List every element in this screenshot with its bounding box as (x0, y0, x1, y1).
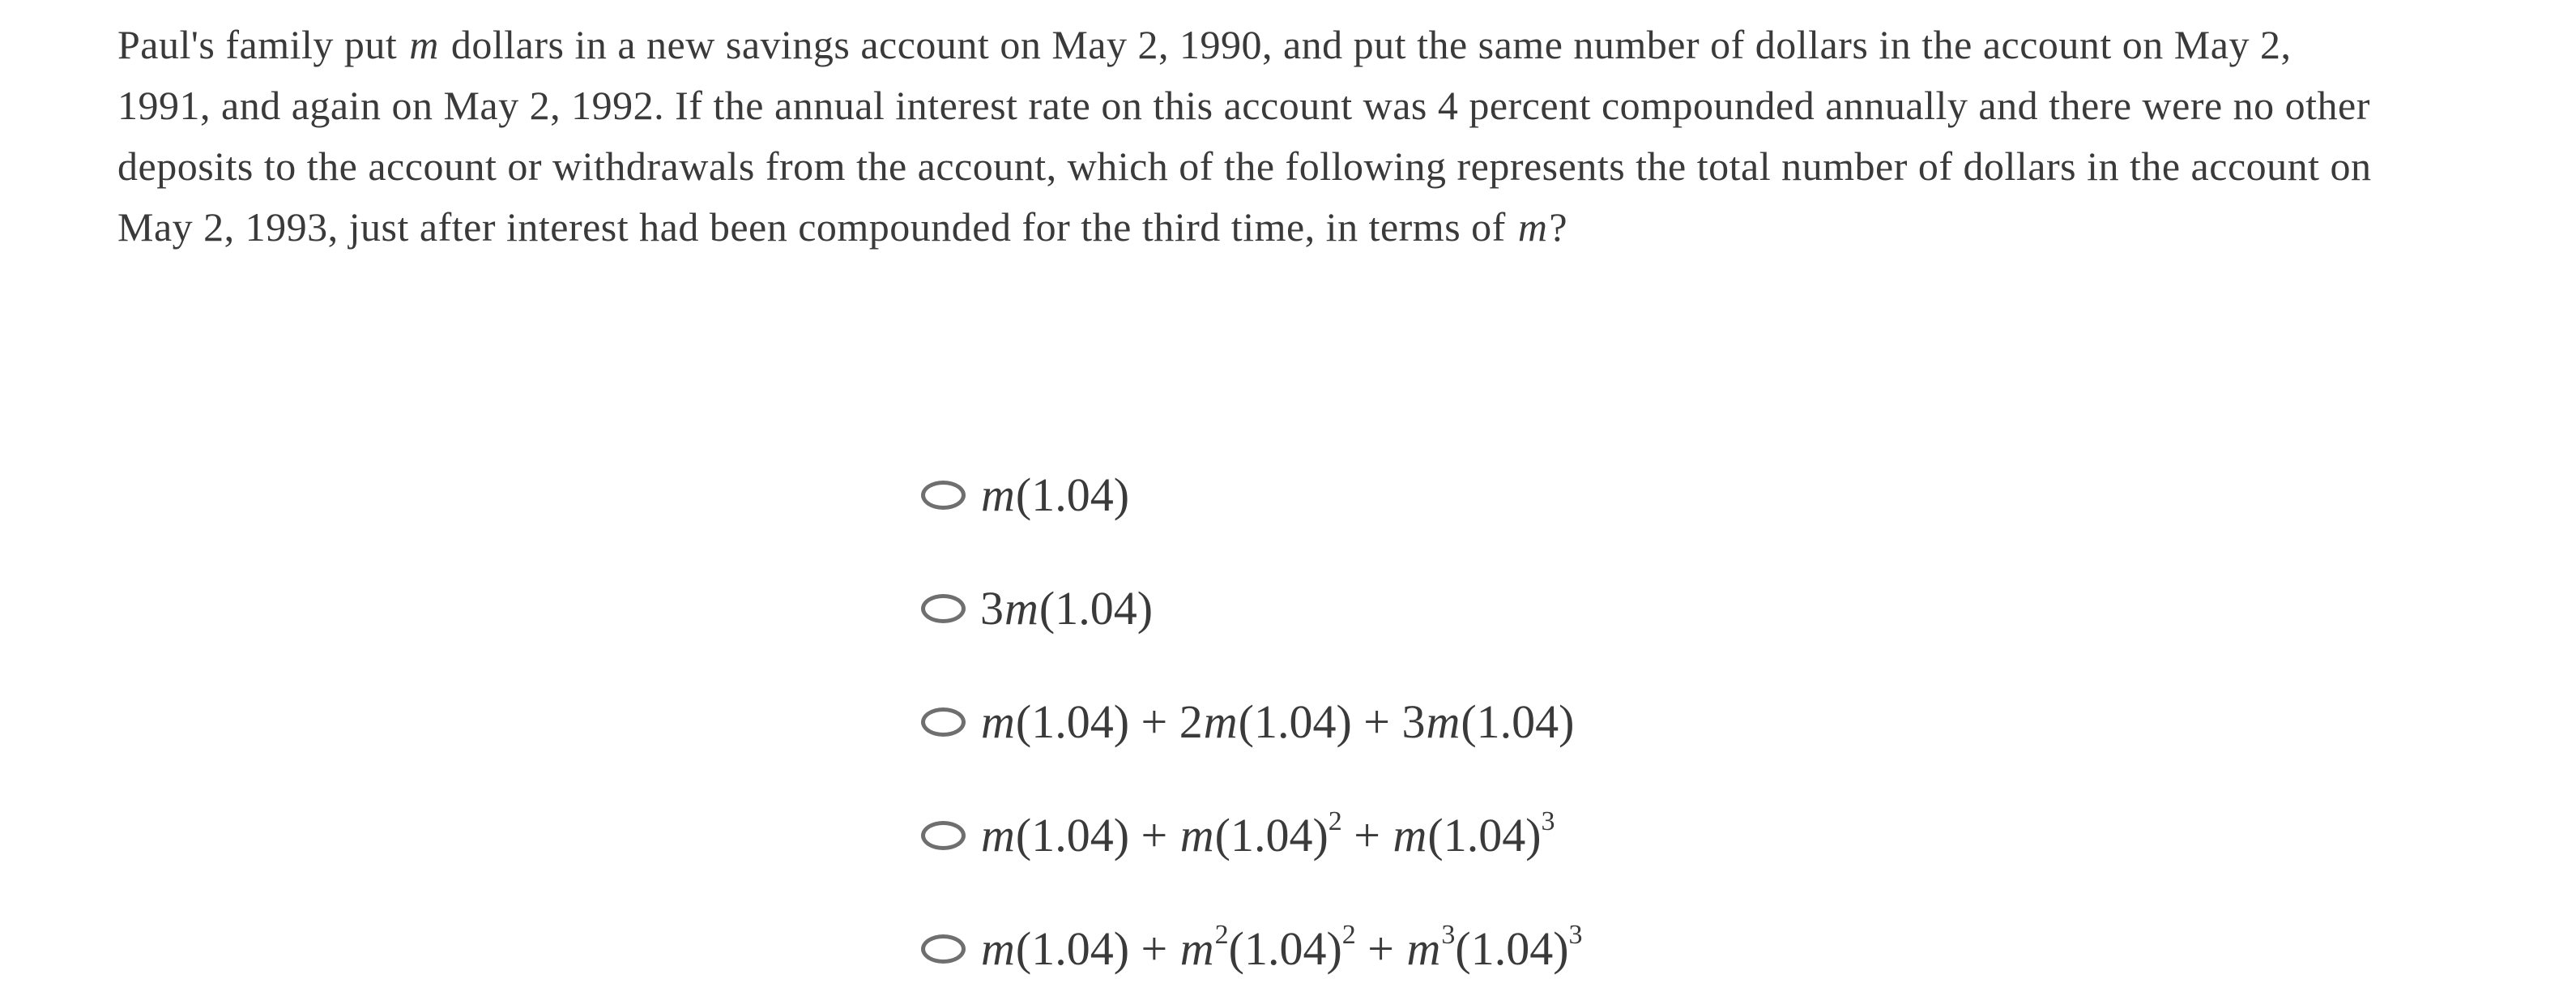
text-run: (1.04) + (1015, 809, 1179, 861)
exponent: 3 (1441, 920, 1456, 950)
question-text (117, 15, 2372, 258)
math-variable: m (981, 809, 1015, 861)
option-expression (980, 799, 1555, 872)
option-row-e[interactable] (921, 892, 1583, 996)
question-line (117, 197, 2372, 258)
math-variable: m (1203, 695, 1238, 748)
math-variable: m (1517, 204, 1548, 250)
math-variable: m (1004, 582, 1039, 635)
text-run: 3 (980, 582, 1004, 635)
exponent: 2 (1214, 920, 1229, 950)
radio-button[interactable] (921, 934, 966, 964)
option-row-c[interactable] (921, 665, 1583, 779)
option-expression (980, 913, 1583, 985)
question-line (117, 75, 2372, 136)
text-run: 1991, and again on May 2, 1992. If the annual interest rate on this account was 4 percent compounded annually and there were no other (117, 83, 2370, 128)
math-variable: m (1406, 922, 1441, 975)
math-variable: m (981, 922, 1015, 975)
option-row-d[interactable] (921, 779, 1583, 892)
text-run: (1.04) (1214, 809, 1329, 861)
radio-button[interactable] (921, 481, 966, 510)
text-run: (1.04) (1427, 809, 1542, 861)
radio-button[interactable] (921, 594, 966, 623)
math-variable: m (981, 695, 1015, 748)
text-run: (1.04) (1015, 468, 1130, 521)
exponent: 2 (1328, 806, 1342, 836)
option-expression (980, 459, 1129, 532)
math-variable: m (1426, 695, 1461, 748)
text-run: Paul's family put (117, 22, 408, 67)
text-run: (1.04) (1455, 922, 1569, 975)
text-run: + (1355, 922, 1406, 975)
math-variable: m (1179, 809, 1214, 861)
text-run: ? (1549, 204, 1568, 250)
option-row-b[interactable] (921, 552, 1583, 665)
text-run: (1.04) + (1015, 922, 1179, 975)
math-variable: m (981, 468, 1015, 521)
text-run: (1.04) (1461, 695, 1575, 748)
text-run: (1.04) + 2 (1015, 695, 1203, 748)
text-run: (1.04) + 3 (1238, 695, 1426, 748)
text-run: May 2, 1993, just after interest had been compounded for the third time, in terms of (117, 204, 1516, 250)
text-run: + (1341, 809, 1392, 861)
text-run: deposits to the account or withdrawals from the account, which of the following represents the total number of dollars in the account on (117, 143, 2372, 189)
option-expression (980, 686, 1575, 759)
radio-button[interactable] (921, 707, 966, 737)
text-run: dollars in a new savings account on May 2, 1990, and put the same number of dollars in the account on May 2, (440, 22, 2292, 67)
exponent: 2 (1341, 920, 1356, 950)
question-line (117, 136, 2372, 197)
option-expression (980, 572, 1153, 645)
options-list (921, 438, 1583, 996)
exponent: 3 (1568, 920, 1583, 950)
math-variable: m (1179, 922, 1214, 975)
exponent: 3 (1541, 806, 1555, 836)
option-row-a[interactable] (921, 438, 1583, 552)
text-run: (1.04) (1039, 582, 1154, 635)
radio-button[interactable] (921, 821, 966, 850)
question-line (117, 15, 2372, 75)
math-variable: m (409, 22, 439, 67)
text-run: (1.04) (1228, 922, 1342, 975)
math-variable: m (1392, 809, 1427, 861)
